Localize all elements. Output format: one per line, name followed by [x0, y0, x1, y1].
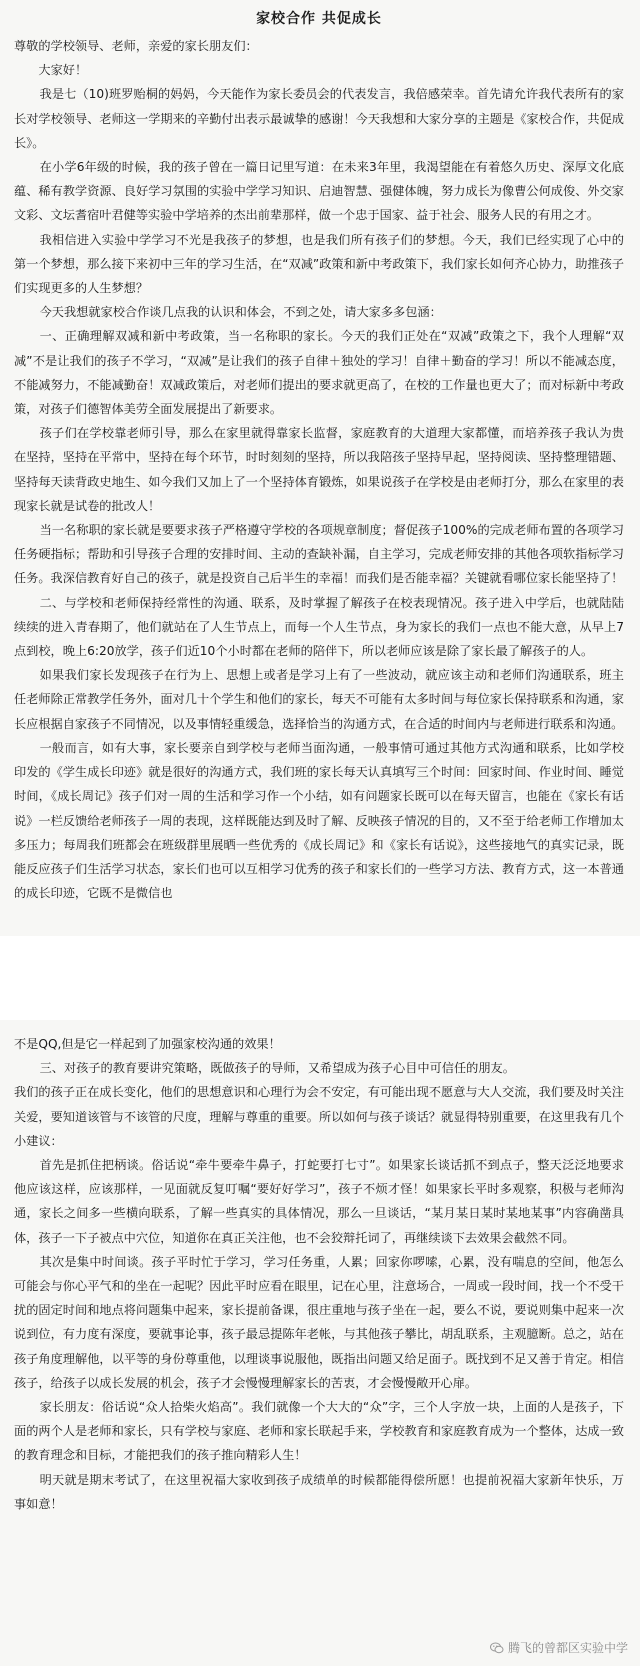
paragraph: 二、与学校和老师保持经常性的沟通、联系，及时掌握了解孩子在校表现情况。孩子进入中学后，也就陆陆续续的进入青春期了，他们就站在了人生节点上，而每一个人生节点，身为家长的我们一点也不能大意，从早上7点到校，晚上6:20放学，孩子们近10个小时都在老师的陪伴下，所以老师应该是除了家长最了解孩子的人。 [14, 595, 624, 659]
paragraph: 当一名称职的家长就是要要求孩子严格遵守学校的各项规章制度；督促孩子100%的完成老师布置的各项学习任务硬指标；帮助和引导孩子合理的安排时间、主动的查缺补漏，自主学习，完成老师安排的其他各项软指标学习任务。我深信教育好自己的孩子，就是投资自己后半生的幸福！而我们是否能幸福？关键就看哪位家长能坚持了！ [14, 523, 624, 586]
document-title: 家校合作 共促成长 [256, 11, 382, 27]
watermark-text: 腾飞的曾都区实验中学 [507, 1641, 628, 1655]
paragraph: 我是七（10)班罗贻桐的妈妈，今天能作为家长委员会的代表发言，我倍感荣幸。首先请允许我代表所有的家长对学校领导、老师这一学期来的辛勤付出表示最诚挚的感谢！今天我想和大家分享的主题是《家校合作，共促成长》。 [14, 87, 624, 150]
paragraph: 首先是抓住把柄谈。俗话说“牵牛要牵牛鼻子，打蛇要打七寸”。如果家长谈话抓不到点子，整天泛泛地要求他应该这样，应该那样，一见面就反复叮嘱“要好好学习”，孩子不烦才怪！如果家长平时多观察，积极与老师沟通，家长之间多一些横向联系，了解一些真实的具体情况，那么一旦谈话，“某月某日某时某地某事”内容确凿具体，孩子一下子被点中穴位，知道你在真正关注他，也不会狡辩托词了，再继续谈下去效果会截然不同。 [14, 1158, 624, 1245]
paragraph: 孩子们在学校靠老师引导，那么在家里就得靠家长监督，家庭教育的大道理大家都懂，而培养孩子我认为贵在坚持，坚持在平常中，坚持在每个环节，时时刻刻的坚持，所以我陪孩子坚持早起，坚持阅读、坚持整理错题、坚持每天读背政史地生、如今我们又加上了一个坚持体育锻炼，如果说孩子在学校是由老师打分，那么在家里的表现家长就是试卷的批改人！ [14, 426, 624, 513]
salutation: 尊敬的学校领导、老师，亲爱的家长朋友们： [14, 39, 258, 53]
greeting: 大家好！ [38, 63, 88, 78]
paragraph: 今天我想就家校合作谈几点我的认识和体会，不到之处，请大家多多包涵： [39, 305, 442, 320]
paragraph: 在小学6年级的时候，我的孩子曾在一篇日记里写道：在未来3年里，我渴望能在有着悠久历史、深厚文化底蕴、稀有教学资源、良好学习氛围的实验中学学习知识、启迪智慧、强健体魄，努力成长为像曹公何成俊、外交家文彩、文坛耆宿叶君健等实验中学培养的杰出前辈那样，做一个忠于国家、益于社会、服务人民的有用之才。 [14, 160, 624, 223]
paragraph: 一般而言，如有大事，家长要亲自到学校与老师当面沟通，一般事情可通过其他方式沟通和联系，比如学校印发的《学生成长印迹》就是很好的沟通方式，我们班的家长每天认真填写三个时间：回家时间、作业时间、睡觉时间，《成长周记》孩子们对一周的生活和学习作一个小结，如有问题家长既可以在每天留言，也能在《家长有话说》一栏反馈给老师孩子一周的表现，这样既能达到及时了解、反映孩子情况的目的，又不至于给老师工作增加太多压力；每周我们班都会在班级群里展晒一些优秀的《成长周记》和《家长有话说》，这些接地气的真实记录，既能反应孩子们生活学习状态，家长们也可以互相学习优秀的孩子和家长们的一些学习方法、教育方式，这一本普通的成长印迹，它既不是微信也 [14, 740, 624, 901]
paragraph: 三、对孩子的教育要讲究策略，既做孩子的导师，又希望成为孩子心目中可信任的朋友。 [39, 1061, 515, 1076]
paragraph: 我相信进入实验中学学习不光是我孩子的梦想，也是我们所有孩子们的梦想。今天，我们已经实现了心中的第一个梦想，那么接下来初中三年的学习生活，在“双减”政策和新中考政策下，我们家长如何齐心协力，助推孩子们实现更多的人生梦想？ [14, 232, 624, 296]
paragraph: 我们的孩子正在成长变化，他们的思想意识和心理行为会不安定，有可能出现不愿意与大人交流，我们要及时关注关爱，要知道该管与不该管的尺度，理解与尊重的重要。所以如何与孩子谈话？就显得特别重要，在这里我有几个小建议： [14, 1085, 624, 1148]
paragraph: 不是QQ,但是它一样起到了加强家校沟通的效果！ [14, 1037, 281, 1051]
paragraph: 一、正确理解双减和新中考政策，当一名称职的家长。今天的我们正处在“双减”政策之下，我个人理解“双减”不是让我们的孩子不学习，“双减”是让我们的孩子自律＋独处的学习！自律＋勤奋的学习！所以不能减态度，不能减努力，不能减勤奋！双减政策后，对老师们提出的要求就更高了，在校的工作量也更大了；而对标新中考政策，对孩子们德智体美劳全面发展提出了新要求。 [14, 329, 624, 417]
document-page-2 [0, 1020, 640, 1666]
wechat-icon [490, 1641, 504, 1655]
paragraph: 如果我们家长发现孩子在行为上、思想上或者是学习上有了一些波动，就应该主动和老师们沟通联系，班主任老师除正常教学任务外，面对几十个学生和他们的家长，每天不可能有太多时间与每位家长保持联系和沟通，家长应根据自家孩子不同情况，以及事情轻重缓急，选择恰当的沟通方式，在合适的时间内与老师进行联系和沟通。 [14, 668, 624, 731]
paragraph: 其次是集中时间谈。孩子平时忙于学习，学习任务重，人累；回家你啰嗦，心累，没有喘息的空间，他怎么可能会与你心平气和的坐在一起呢？因此平时应看在眼里，记在心里，注意场合，一周或一段时间，找一个不受干扰的固定时间和地点将问题集中起来，家长提前备课，很庄重地与孩子坐在一起，要么不说，要说则集中起来一次说到位，有力度有深度，要就事论事，孩子最忌提陈年老帐，与其他孩子攀比，胡乱联系，主观臆断。总之，站在孩子角度理解他，以平等的身份尊重他，以理谈事说服他，既指出问题又给足面子。既找到不足又善于肯定。相信孩子，给孩子以成长发展的机会，孩子才会慢慢理解家长的苦衷，才会慢慢敞开心扉。 [14, 1254, 624, 1390]
paragraph: 明天就是期末考试了，在这里祝福大家收到孩子成绩单的时候都能得偿所愿！也提前祝福大家新年快乐，万事如意！ [14, 1472, 624, 1511]
watermark [490, 1639, 628, 1656]
paragraph: 家长朋友：俗话说“众人拾柴火焰高”。我们就像一个大大的“众”字，三个人字放一块，上面的人是孩子，下面的两个人是老师和家长，只有学校与家庭、老师和家长联起手来，学校教育和家庭教育成为一个整体，达成一致的教育理念和目标，才能把我们的孩子推向精彩人生！ [14, 1400, 624, 1463]
